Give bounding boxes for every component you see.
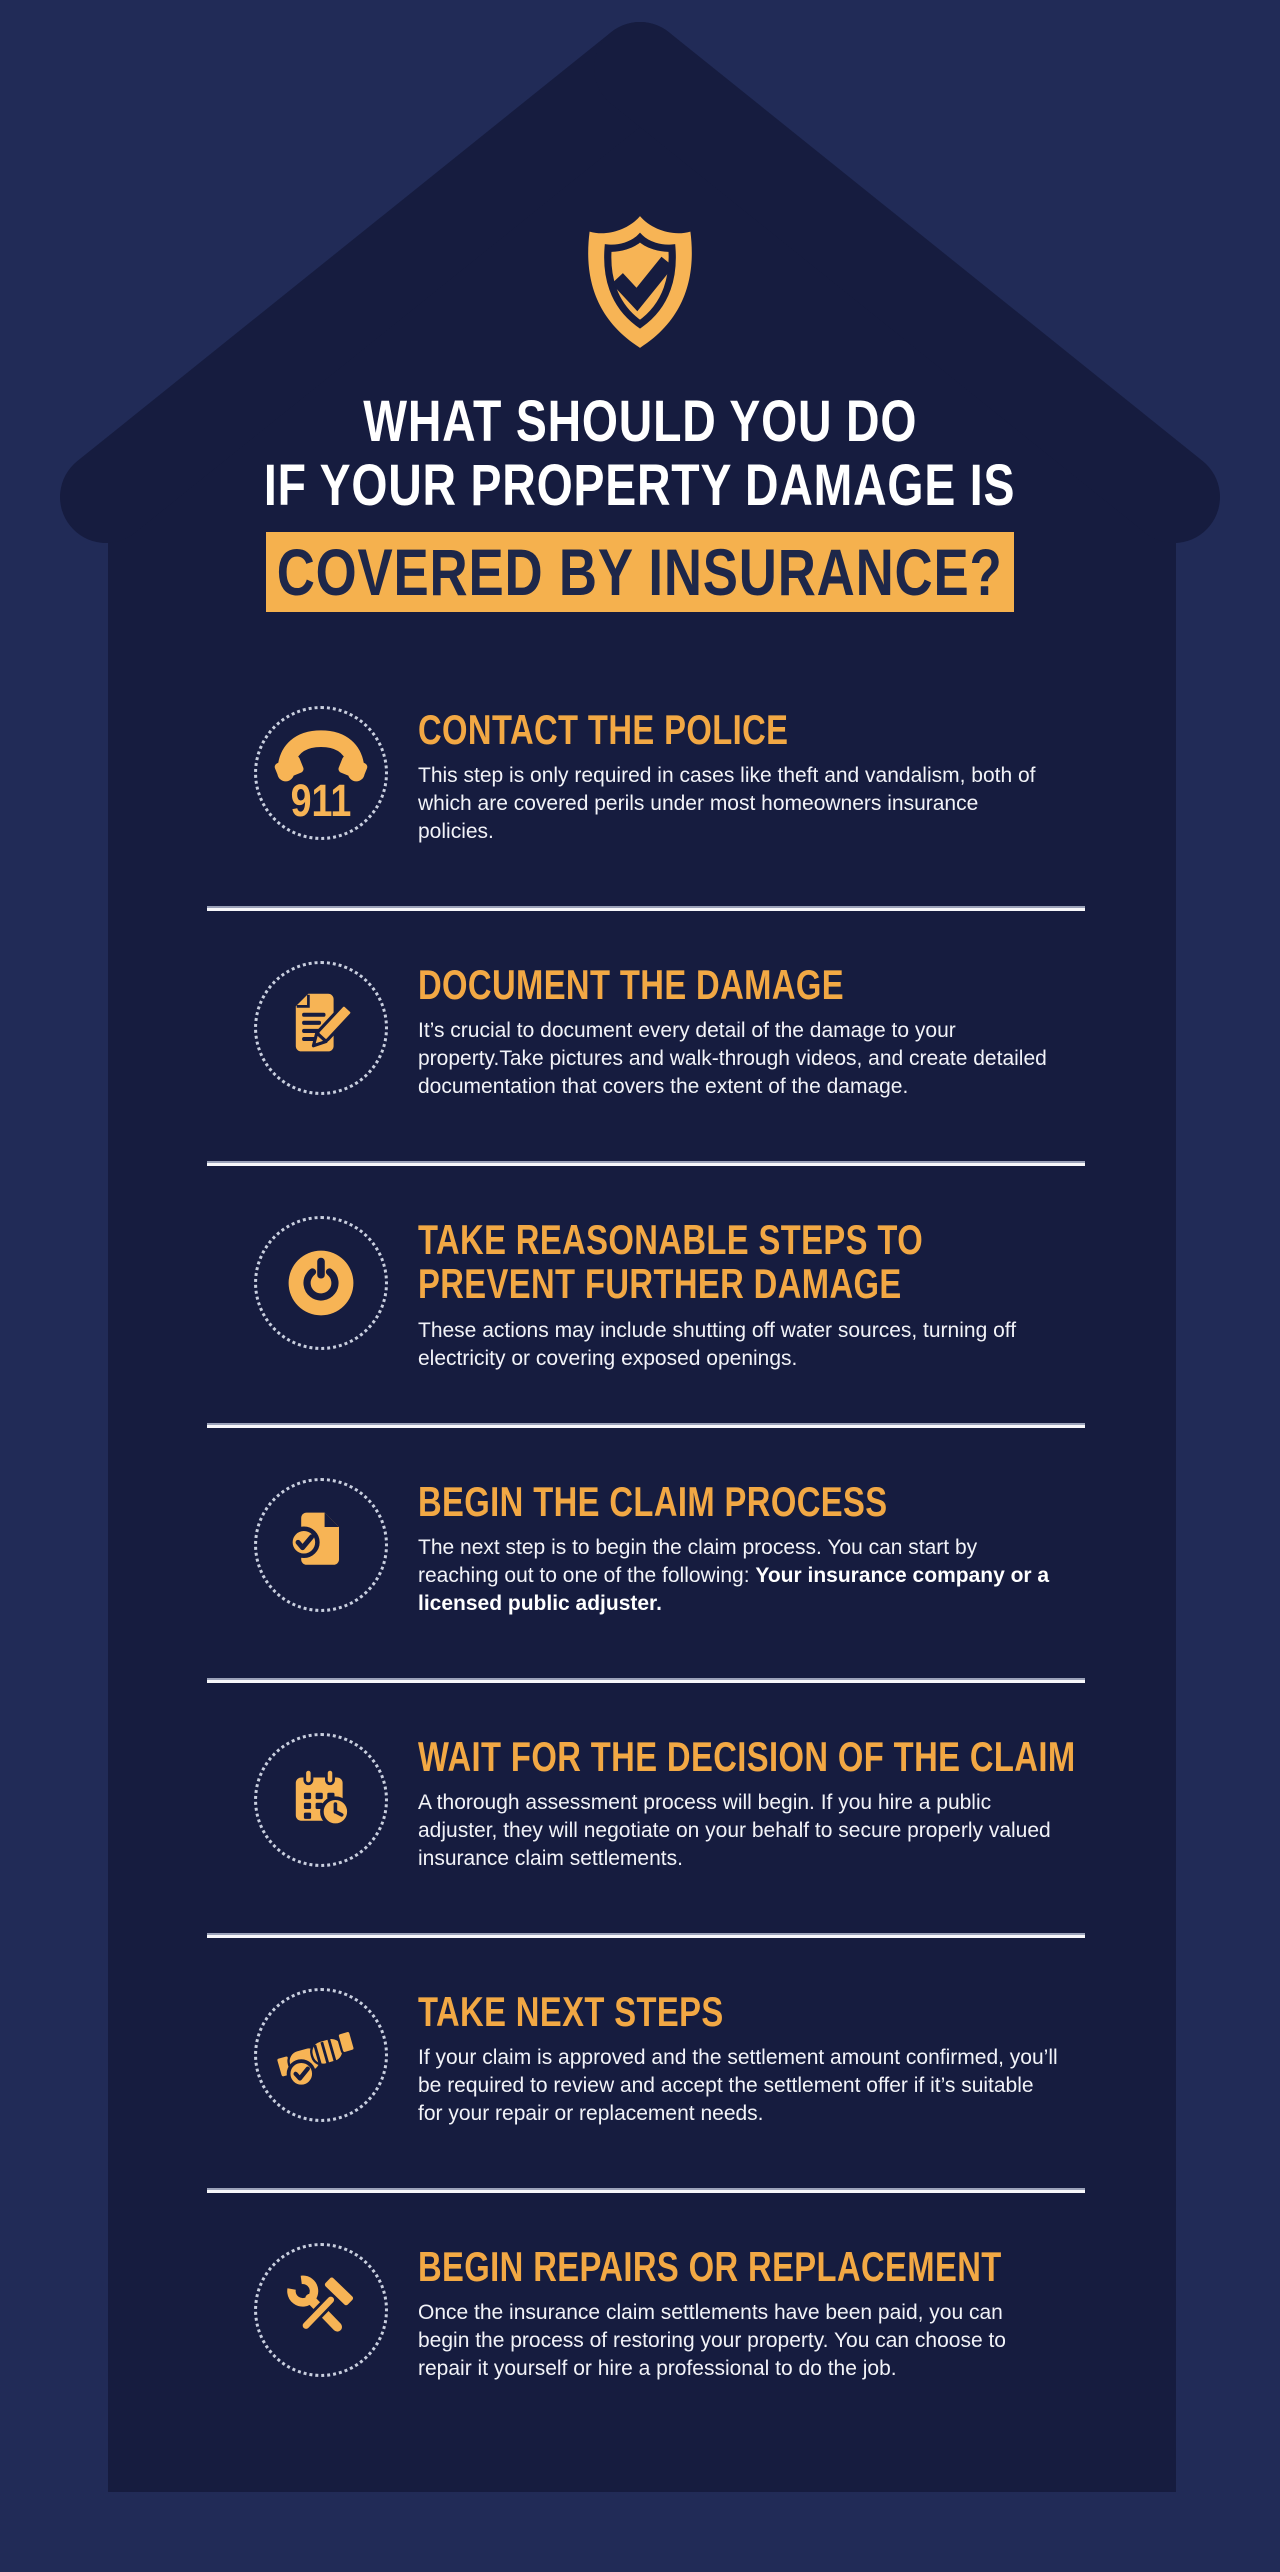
step-icon-ring [254,1988,388,2122]
title-banner-text: COVERED BY INSURANCE? [277,534,1003,609]
step-begin-repairs [0,2243,1280,2393]
power-button-icon [276,1238,366,1328]
shield-check-icon [577,210,703,354]
step-take-next-steps [0,1988,1280,2138]
step-text [418,1478,1078,1619]
step-text [418,2243,1078,2384]
step-icon-ring [254,1478,388,1612]
step-description: The next step is to begin the claim process. You can start by reaching out to one of the following: Your insurance company or a licensed public adjuster. [418,1536,1050,1616]
step-text [418,706,1078,847]
step-text [418,1988,1078,2129]
step-description-bold: Your insurance company or a licensed public adjuster. [418,1564,1050,1616]
divider [207,906,1085,911]
steps-list [0,706,1280,2393]
step-title: BEGIN THE CLAIM PROCESS [418,1477,888,1525]
title-line-1: WHAT SHOULD YOU DO [362,389,917,454]
step-description: Once the insurance claim settlements have been paid, you can begin the process of restoring your property. You can choose to repair it yourself or hire a professional to do the job. [418,2301,1006,2381]
page-title [0,390,1280,518]
calendar-clock-icon [276,1755,366,1845]
header-icon-wrap [0,0,1280,354]
step-icon-ring [254,706,388,840]
step-description: It’s crucial to document every detail of the damage to your property.Take pictures and walk-through videos, and create detailed documentation that covers the extent of the damage. [418,1019,1047,1099]
step-text [418,1216,1078,1373]
step-description: These actions may include shutting off water sources, turning off electricity or covering exposed openings. [418,1318,1017,1370]
step-icon-ring [254,961,388,1095]
step-icon-ring [254,1733,388,1867]
title-banner [266,532,1014,612]
step-title: CONTACT THE POLICE [418,705,789,753]
divider [207,1933,1085,1938]
step-begin-claim [0,1478,1280,1628]
divider [207,1161,1085,1166]
step-wait-decision [0,1733,1280,1883]
divider [207,1678,1085,1683]
document-pencil-icon [276,983,366,1073]
step-text [418,1733,1078,1874]
svg-text:911: 911 [290,774,352,822]
step-description: This step is only required in cases like theft and vandalism, both of which are covered perils under most homeowners insurance policies. [418,764,1036,844]
title-line-2: IF YOUR PROPERTY DAMAGE IS [264,452,1016,518]
phone-911-icon [272,724,370,822]
step-icon-ring [254,2243,388,2377]
step-text [418,961,1078,1102]
step-title: TAKE NEXT STEPS [418,1987,724,2035]
step-title: WAIT FOR THE DECISION OF THE CLAIM [418,1732,1076,1780]
step-description: A thorough assessment process will begin. If you hire a public adjuster, they will negotiate on your behalf to secure properly valued insurance claim settlements. [418,1791,1051,1871]
handshake-check-icon [274,2008,368,2102]
step-title: BEGIN REPAIRS OR REPLACEMENT [418,2242,1002,2290]
step-title: TAKE REASONABLE STEPS TO PREVENT FURTHER DAMAGE [418,1215,924,1308]
step-icon-ring [254,1216,388,1350]
step-contact-police [0,706,1280,856]
tools-icon [274,2263,368,2357]
claim-document-check-icon [276,1500,366,1590]
step-description: If your claim is approved and the settlement amount confirmed, you’ll be required to review and accept the settlement offer if it’s suitable for your repair or replacement needs. [418,2046,1058,2126]
divider [207,1423,1085,1428]
step-document-damage [0,961,1280,1111]
step-prevent-damage [0,1216,1280,1373]
divider [207,2188,1085,2193]
step-title: DOCUMENT THE DAMAGE [418,960,845,1008]
